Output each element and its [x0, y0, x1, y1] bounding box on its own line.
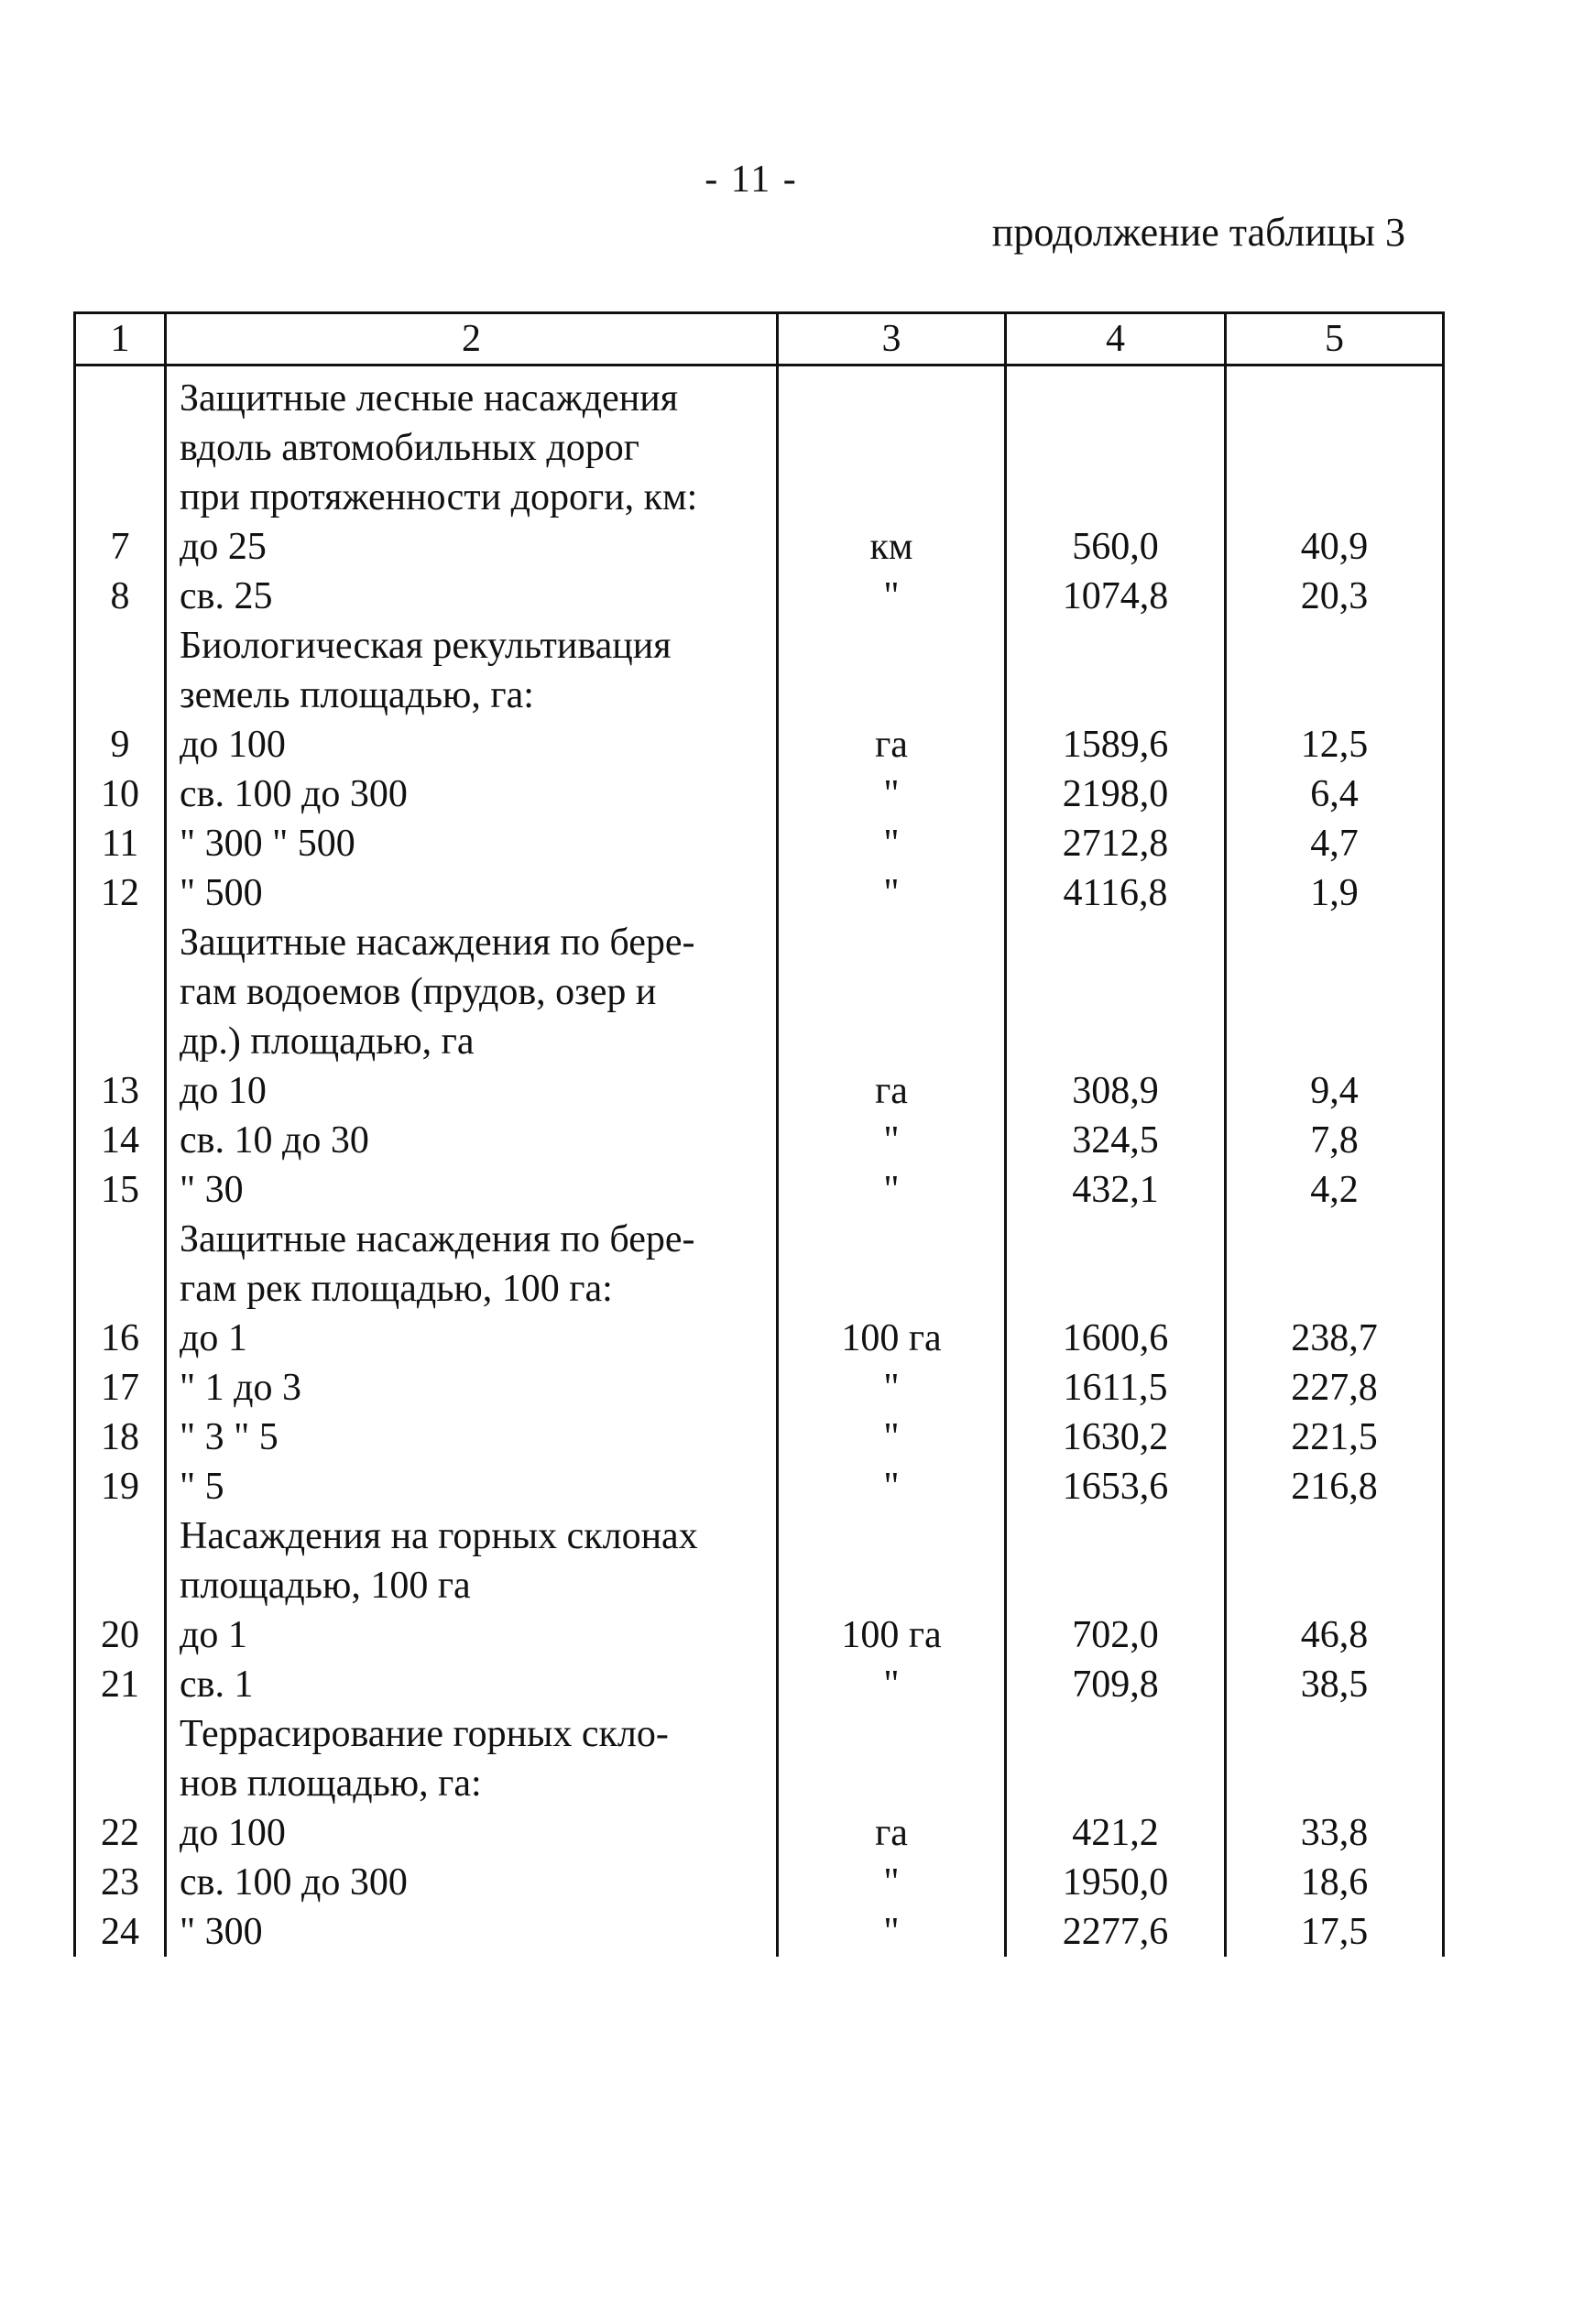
header-col-1: 1: [75, 313, 166, 366]
row-number: [75, 1561, 166, 1610]
row-value-col4: 1950,0: [1006, 1858, 1226, 1907]
row-unit: [778, 918, 1006, 967]
row-description: Защитные насаждения по бере-: [166, 918, 778, 967]
row-number: 13: [75, 1066, 166, 1116]
table-row: [75, 1660, 1444, 1709]
row-description: до 10: [166, 1066, 778, 1116]
row-value-col4: [1006, 671, 1226, 720]
row-value-col5: 40,9: [1226, 522, 1444, 572]
row-value-col4: [1006, 1561, 1226, 1610]
table-row: [75, 1066, 1444, 1116]
row-unit: ": [778, 572, 1006, 621]
row-number: 24: [75, 1907, 166, 1957]
row-value-col4: 2712,8: [1006, 819, 1226, 868]
row-value-col4: [1006, 967, 1226, 1017]
row-description: Биологическая рекультивация: [166, 621, 778, 671]
row-unit: ": [778, 868, 1006, 918]
row-description: до 25: [166, 522, 778, 572]
header-col-3: 3: [778, 313, 1006, 366]
row-value-col4: [1006, 1709, 1226, 1759]
row-value-col4: 432,1: [1006, 1165, 1226, 1215]
row-number: [75, 1511, 166, 1561]
row-description: св. 25: [166, 572, 778, 621]
row-value-col5: 17,5: [1226, 1907, 1444, 1957]
row-description: до 1: [166, 1314, 778, 1363]
row-value-col5: [1226, 967, 1444, 1017]
row-value-col5: [1226, 1264, 1444, 1314]
row-unit: ": [778, 819, 1006, 868]
row-description: до 1: [166, 1610, 778, 1660]
row-number: [75, 1017, 166, 1066]
row-number: 7: [75, 522, 166, 572]
row-value-col5: 7,8: [1226, 1116, 1444, 1165]
row-value-col5: 38,5: [1226, 1660, 1444, 1709]
row-unit: га: [778, 1066, 1006, 1116]
table-row: [75, 1363, 1444, 1413]
row-value-col4: 1074,8: [1006, 572, 1226, 621]
row-number: [75, 918, 166, 967]
row-description: " 300: [166, 1907, 778, 1957]
table-row: [75, 1314, 1444, 1363]
row-value-col4: 421,2: [1006, 1808, 1226, 1858]
row-description: вдоль автомобильных дорог: [166, 423, 778, 473]
row-number: 14: [75, 1116, 166, 1165]
row-value-col5: [1226, 1017, 1444, 1066]
table-row: [75, 1264, 1444, 1314]
row-number: [75, 967, 166, 1017]
table-row: [75, 1215, 1444, 1264]
row-value-col5: [1226, 1511, 1444, 1561]
row-unit: га: [778, 720, 1006, 769]
row-value-col4: [1006, 473, 1226, 522]
row-number: [75, 423, 166, 473]
table-row: [75, 522, 1444, 572]
table-row: [75, 769, 1444, 819]
table-row: [75, 720, 1444, 769]
row-value-col5: [1226, 1215, 1444, 1264]
table-row: [75, 1808, 1444, 1858]
row-unit: [778, 1709, 1006, 1759]
row-number: 16: [75, 1314, 166, 1363]
row-unit: [778, 967, 1006, 1017]
row-unit: [778, 1511, 1006, 1561]
row-number: 8: [75, 572, 166, 621]
table-row: [75, 967, 1444, 1017]
row-description: св. 100 до 300: [166, 769, 778, 819]
table-caption: продолжение таблицы 3: [991, 210, 1405, 255]
row-value-col4: [1006, 1511, 1226, 1561]
row-number: 11: [75, 819, 166, 868]
row-description: Защитные насаждения по бере-: [166, 1215, 778, 1264]
data-table: [73, 311, 1445, 1957]
table-row: [75, 819, 1444, 868]
row-description: " 30: [166, 1165, 778, 1215]
row-number: [75, 1215, 166, 1264]
row-value-col4: 1589,6: [1006, 720, 1226, 769]
row-value-col5: 46,8: [1226, 1610, 1444, 1660]
row-value-col5: 4,2: [1226, 1165, 1444, 1215]
table-row: [75, 868, 1444, 918]
row-unit: га: [778, 1808, 1006, 1858]
row-number: [75, 1264, 166, 1314]
row-number: [75, 1759, 166, 1808]
table-row: [75, 423, 1444, 473]
row-description: гам рек площадью, 100 га:: [166, 1264, 778, 1314]
table-row: [75, 572, 1444, 621]
row-description: " 5: [166, 1462, 778, 1511]
row-description: Террасирование горных скло-: [166, 1709, 778, 1759]
row-unit: [778, 671, 1006, 720]
row-unit: ": [778, 1413, 1006, 1462]
row-description: гам водоемов (прудов, озер и: [166, 967, 778, 1017]
row-unit: км: [778, 522, 1006, 572]
row-unit: ": [778, 1462, 1006, 1511]
row-value-col4: 1611,5: [1006, 1363, 1226, 1413]
row-number: [75, 1709, 166, 1759]
row-value-col5: 33,8: [1226, 1808, 1444, 1858]
row-description: др.) площадью, га: [166, 1017, 778, 1066]
row-value-col4: [1006, 621, 1226, 671]
row-unit: [778, 366, 1006, 424]
row-value-col5: 1,9: [1226, 868, 1444, 918]
table-row: [75, 1858, 1444, 1907]
row-unit: [778, 1215, 1006, 1264]
row-description: св. 100 до 300: [166, 1858, 778, 1907]
data-table-container: [73, 311, 1442, 1957]
row-value-col5: 20,3: [1226, 572, 1444, 621]
table-row: [75, 1511, 1444, 1561]
row-value-col4: [1006, 423, 1226, 473]
row-value-col4: [1006, 1215, 1226, 1264]
row-unit: ": [778, 1660, 1006, 1709]
row-unit: [778, 1017, 1006, 1066]
row-value-col5: [1226, 1759, 1444, 1808]
row-value-col5: [1226, 366, 1444, 424]
row-value-col4: [1006, 1759, 1226, 1808]
row-value-col4: 324,5: [1006, 1116, 1226, 1165]
row-number: 20: [75, 1610, 166, 1660]
row-value-col5: 221,5: [1226, 1413, 1444, 1462]
row-value-col5: 9,4: [1226, 1066, 1444, 1116]
row-description: площадью, 100 га: [166, 1561, 778, 1610]
row-value-col4: [1006, 1017, 1226, 1066]
row-value-col5: [1226, 1561, 1444, 1610]
table-row: [75, 1116, 1444, 1165]
row-unit: [778, 473, 1006, 522]
header-col-5: 5: [1226, 313, 1444, 366]
row-number: 23: [75, 1858, 166, 1907]
row-value-col4: [1006, 1264, 1226, 1314]
row-description: " 1 до 3: [166, 1363, 778, 1413]
row-number: 10: [75, 769, 166, 819]
row-value-col5: [1226, 1709, 1444, 1759]
row-unit: [778, 1264, 1006, 1314]
header-col-4: 4: [1006, 313, 1226, 366]
row-description: до 100: [166, 1808, 778, 1858]
table-row: [75, 1759, 1444, 1808]
row-number: [75, 366, 166, 424]
row-value-col4: 308,9: [1006, 1066, 1226, 1116]
table-row: [75, 621, 1444, 671]
row-description: " 300 " 500: [166, 819, 778, 868]
table-header-row: [75, 313, 1444, 366]
row-value-col4: 2198,0: [1006, 769, 1226, 819]
row-description: " 3 " 5: [166, 1413, 778, 1462]
row-value-col4: 702,0: [1006, 1610, 1226, 1660]
row-description: нов площадью, га:: [166, 1759, 778, 1808]
row-number: 12: [75, 868, 166, 918]
row-value-col5: 238,7: [1226, 1314, 1444, 1363]
page-number: - 11 -: [705, 158, 798, 201]
row-value-col4: 709,8: [1006, 1660, 1226, 1709]
row-value-col5: 4,7: [1226, 819, 1444, 868]
row-value-col4: 560,0: [1006, 522, 1226, 572]
row-number: 22: [75, 1808, 166, 1858]
row-value-col4: [1006, 366, 1226, 424]
row-number: 15: [75, 1165, 166, 1215]
row-unit: ": [778, 1907, 1006, 1957]
table-row: [75, 366, 1444, 424]
row-value-col4: 1630,2: [1006, 1413, 1226, 1462]
row-value-col5: [1226, 671, 1444, 720]
row-value-col5: 18,6: [1226, 1858, 1444, 1907]
row-value-col4: 1653,6: [1006, 1462, 1226, 1511]
table-row: [75, 1907, 1444, 1957]
row-unit: 100 га: [778, 1610, 1006, 1660]
table-row: [75, 1709, 1444, 1759]
row-number: 21: [75, 1660, 166, 1709]
table-row: [75, 1610, 1444, 1660]
row-value-col5: 12,5: [1226, 720, 1444, 769]
row-unit: [778, 621, 1006, 671]
row-value-col5: [1226, 473, 1444, 522]
row-unit: ": [778, 1116, 1006, 1165]
row-number: 19: [75, 1462, 166, 1511]
row-description: св. 10 до 30: [166, 1116, 778, 1165]
row-unit: ": [778, 1165, 1006, 1215]
row-description: Защитные лесные насаждения: [166, 366, 778, 424]
table-row: [75, 1413, 1444, 1462]
row-description: земель площадью, га:: [166, 671, 778, 720]
table-body: [75, 366, 1444, 1958]
row-value-col4: 1600,6: [1006, 1314, 1226, 1363]
row-value-col4: 2277,6: [1006, 1907, 1226, 1957]
row-unit: ": [778, 1363, 1006, 1413]
row-unit: ": [778, 769, 1006, 819]
row-value-col5: 6,4: [1226, 769, 1444, 819]
table-row: [75, 473, 1444, 522]
row-unit: [778, 1561, 1006, 1610]
row-number: [75, 621, 166, 671]
row-value-col4: 4116,8: [1006, 868, 1226, 918]
row-unit: [778, 423, 1006, 473]
row-unit: 100 га: [778, 1314, 1006, 1363]
row-description: до 100: [166, 720, 778, 769]
table-row: [75, 671, 1444, 720]
row-number: 9: [75, 720, 166, 769]
row-number: [75, 671, 166, 720]
header-col-2: 2: [166, 313, 778, 366]
row-description: Насаждения на горных склонах: [166, 1511, 778, 1561]
row-unit: ": [778, 1858, 1006, 1907]
row-description: при протяженности дороги, км:: [166, 473, 778, 522]
row-value-col5: [1226, 621, 1444, 671]
table-row: [75, 1462, 1444, 1511]
row-value-col5: [1226, 918, 1444, 967]
row-description: св. 1: [166, 1660, 778, 1709]
table-row: [75, 1165, 1444, 1215]
row-number: 17: [75, 1363, 166, 1413]
row-value-col5: [1226, 423, 1444, 473]
table-row: [75, 918, 1444, 967]
table-row: [75, 1017, 1444, 1066]
row-value-col5: 227,8: [1226, 1363, 1444, 1413]
row-value-col5: 216,8: [1226, 1462, 1444, 1511]
table-row: [75, 1561, 1444, 1610]
row-description: " 500: [166, 868, 778, 918]
row-unit: [778, 1759, 1006, 1808]
row-number: [75, 473, 166, 522]
row-number: 18: [75, 1413, 166, 1462]
row-value-col4: [1006, 918, 1226, 967]
